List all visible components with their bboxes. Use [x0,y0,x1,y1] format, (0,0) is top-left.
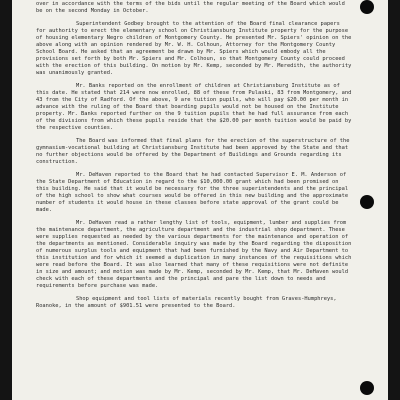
paragraph-clearance-papers: Superintendent Godbey brought to the attention of the Board final clearance papers for authority to erect the elementary school on Christiansburg Institute property for the purpose of housing elementary Negro children of Montgomery County. He presented Mr. Spiers' opinion on the above along with an opinion rendered by Mr. W. H. Colhoun, Attorney for the Montgomery County School Board. He asked that an agreement be drawn by Mr. Spiers which would embody all the provisions set forth by both Mr. Spiers and Mr. Colhoun, so that Montgomery County could proceed with the erection of this building. On motion by Mr. Kemp, seconded by Mr. Meredith, the authority was unanimously granted. [36,21,352,76]
binder-hole-middle [360,195,374,209]
binder-hole-top [360,0,374,14]
document-page [12,0,388,400]
paragraph-bids-continued: over in accordance with the terms of the bids until the regular meeting of the Board which would be on the second Monday in October. [36,1,345,14]
paragraph-enrollment-report: Mr. Banks reported on the enrollment of children at Christiansburg Institute as of this date. He stated that 214 were now enrolled, 88 of these from Pulaski, 83 from Montgomery, and 43 from the City of Radford. Of the above, 9 are tuition pupils, who will pay $20.00 per month in advance with the ruling of the Board that boarding pupils would not be housed on the Institute property. Mr. Banks reported further on the 9 tuition pupils that he had full assurance from each of the divisions from which these pupils reside that the $20.00 per month tuition would be paid by the respective counties. [36,83,352,131]
paragraph-state-grant: Mr. DeHaven reported to the Board that he had contacted Supervisor E. M. Anderson of the State Department of Education in regard to the $10,000.00 grant which had been promised on this building. He said that it would be necessary for the three superintendents and the principal of the high school to show what courses would be offered in this new building and the approximate number of students it would house in these classes before state approval of the grant could be made. [36,172,349,213]
binder-hole-bottom [360,381,374,395]
document-body [36,0,352,316]
paragraph-shop-equipment: Shop equipment and tool lists of materials recently bought from Graves-Humphreys, Roanoke, in the amount of $901.51 were presented to the Board. [36,296,337,309]
paragraph-supplies-list: Mr. DeHaven read a rather lengthy list of tools, equipment, lumber and supplies from the maintenance department, the agriculture department and the industrial shop department. These were supplies requested as needed by the various departments for the maintenance and operation of the departments as mentioned. Considerable inquiry was made by the Board regarding the disposition of numerous surplus tools and equipment that had been furnished by the Navy and Air Department to this institution and for which it seemed a duplication in many instances of the requisitions which were read before the Board. It was also learned that many of these requisitions were not definite in size and amount; and motion was made by Mr. Kemp, seconded by Mr. Kemp, that Mr. DeHaven would check with each of these departments and the principal and pare the list down to needs and requirements before purchase was made. [36,220,352,289]
paragraph-final-plans: The Board was informed that final plans for the erection of the superstructure of the gymnasium-vocational building at Christiansburg Institute had been approved by the State and that no further objections would be offered by the Department of Buildings and Grounds regarding its construction. [36,138,350,165]
